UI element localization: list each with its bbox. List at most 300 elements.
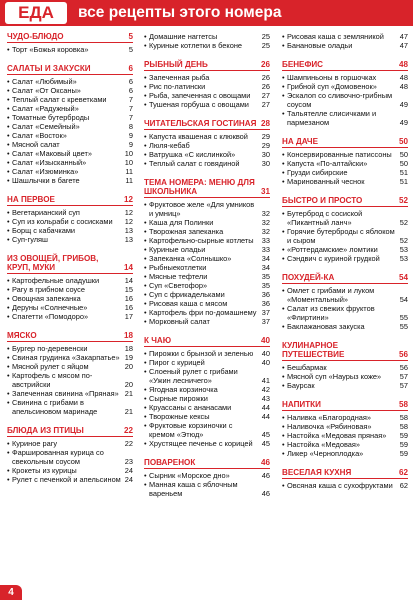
recipe-title: • Теплый салат с креветками — [7, 95, 111, 104]
recipe-title: • Ягодная корзиночка — [144, 385, 222, 394]
recipe-title: • Омлет с грибами и луком «Моментальный» — [282, 286, 400, 304]
recipe-page: 33 — [261, 236, 270, 245]
recipe-page: 21 — [124, 389, 133, 398]
recipe-entry — [7, 140, 133, 149]
section-title: РЫБНЫЙ ДЕНЬ — [144, 60, 208, 69]
recipe-page: 57 — [399, 372, 408, 381]
recipe-entry — [144, 159, 270, 168]
recipe-entry — [144, 82, 270, 91]
recipe-list — [282, 209, 408, 263]
recipe-entry — [282, 245, 408, 254]
recipe-page: 40 — [261, 349, 270, 358]
recipe-page: 59 — [399, 440, 408, 449]
recipe-title: • Тушеная горбуша с овощами — [144, 100, 253, 109]
recipe-title: • Суп с фрикадельками — [144, 290, 229, 299]
recipe-page: 41 — [261, 376, 270, 385]
recipe-entry — [282, 254, 408, 263]
recipe-entry — [7, 122, 133, 131]
recipe-page: 51 — [399, 177, 408, 186]
recipe-entry — [144, 412, 270, 421]
recipe-entry — [144, 439, 270, 448]
recipe-page: 53 — [399, 254, 408, 263]
recipe-page: 62 — [399, 481, 408, 490]
recipe-entry — [7, 158, 133, 167]
recipe-list — [282, 413, 408, 458]
recipe-list — [282, 73, 408, 127]
recipe-title: • Спагетти «Помодоро» — [7, 312, 92, 321]
recipe-title: • Мясной суп «Наурыз коже» — [282, 372, 385, 381]
recipe-title: • Запеченная рыба — [144, 73, 213, 82]
recipe-entry — [7, 389, 133, 398]
recipe-entry — [282, 168, 408, 177]
recipe-title: • Ватрушка «С кислинкой» — [144, 150, 239, 159]
recipe-title: • Крокеты из курицы — [7, 466, 81, 475]
recipe-entry — [282, 304, 408, 322]
recipe-page: 59 — [399, 449, 408, 458]
section-page: 31 — [260, 187, 270, 196]
recipe-entry — [7, 235, 133, 244]
toc-column-3 — [282, 32, 408, 490]
recipe-page: 55 — [399, 313, 408, 322]
section-page: 28 — [260, 119, 270, 128]
page-header — [0, 0, 413, 26]
recipe-entry — [7, 149, 133, 158]
recipe-title: • Картофель фри по-домашнему — [144, 308, 260, 317]
recipe-page: 21 — [124, 407, 133, 416]
section-heading — [144, 458, 270, 469]
recipe-entry — [7, 208, 133, 217]
recipe-title: • Морковный салат — [144, 317, 214, 326]
recipe-page: 34 — [261, 263, 270, 272]
recipe-list — [144, 73, 270, 109]
recipe-title: • Куриные оладьи — [144, 245, 209, 254]
recipe-entry — [144, 272, 270, 281]
recipe-entry — [7, 303, 133, 312]
section-page: 40 — [260, 336, 270, 345]
recipe-page: 48 — [399, 82, 408, 91]
recipe-title: • Бешбармак — [282, 363, 331, 372]
recipe-entry — [7, 217, 133, 226]
recipe-title: • Настойка «Медовая» — [282, 440, 364, 449]
section-heading — [282, 341, 408, 361]
recipe-title: • Салат «Изысканный» — [7, 158, 90, 167]
recipe-page: 32 — [261, 209, 270, 218]
recipe-entry — [7, 398, 133, 416]
recipe-page: 48 — [399, 73, 408, 82]
recipe-title: • Сэндвич с куриной грудкой — [282, 254, 384, 263]
section-page: 58 — [398, 400, 408, 409]
recipe-title: • Сырник «Морское дно» — [144, 471, 234, 480]
recipe-entry — [144, 150, 270, 159]
recipe-title: • Пирог с курицей — [144, 358, 209, 367]
recipe-entry — [144, 263, 270, 272]
recipe-list — [144, 471, 270, 498]
recipe-entry — [144, 132, 270, 141]
recipe-title: • Грузди сибирские — [282, 168, 352, 177]
recipe-page: 9 — [128, 140, 133, 149]
recipe-page: 30 — [261, 159, 270, 168]
recipe-entry — [144, 32, 270, 41]
page-number: 4 — [0, 585, 22, 600]
recipe-title: • Вегетарианский суп — [7, 208, 84, 217]
section-page: 18 — [123, 331, 133, 340]
recipe-page: 35 — [261, 281, 270, 290]
recipe-title: • Борщ с кабачками — [7, 226, 79, 235]
recipe-entry — [282, 363, 408, 372]
recipe-page: 29 — [261, 141, 270, 150]
recipe-entry — [7, 371, 133, 389]
recipe-page: 50 — [399, 159, 408, 168]
recipe-page: 49 — [399, 118, 408, 127]
recipe-page: 55 — [399, 322, 408, 331]
recipe-title: • Капуста квашеная с клюквой — [144, 132, 252, 141]
recipe-title: • Рыба, запеченная с овощами — [144, 91, 254, 100]
recipe-entry — [7, 353, 133, 362]
recipe-page: 45 — [261, 439, 270, 448]
recipe-entry — [7, 226, 133, 235]
recipe-entry — [7, 86, 133, 95]
recipe-page: 18 — [124, 344, 133, 353]
recipe-title: • Суп «Светофор» — [144, 281, 211, 290]
recipe-entry — [282, 150, 408, 159]
recipe-list — [7, 344, 133, 416]
section-page: 52 — [398, 196, 408, 205]
recipe-title: • Рисовая каша с мясом — [144, 299, 231, 308]
recipe-entry — [7, 448, 133, 466]
recipe-title: • Грибной суп «Домовенок» — [282, 82, 381, 91]
recipe-entry — [7, 104, 133, 113]
recipe-title: • Слоеный рулет с грибами «Ужин лесничего» — [144, 367, 262, 385]
recipe-title: • Суп из кольраби с сосисками — [7, 217, 117, 226]
recipe-entry — [7, 176, 133, 185]
recipe-page: 37 — [261, 308, 270, 317]
recipe-page: 50 — [399, 150, 408, 159]
recipe-page: 53 — [399, 245, 408, 254]
recipe-entry — [282, 440, 408, 449]
section-page: 6 — [128, 64, 133, 73]
recipe-entry — [7, 294, 133, 303]
recipe-page: 14 — [124, 276, 133, 285]
section-heading — [7, 32, 133, 43]
recipe-list — [282, 32, 408, 50]
section-heading — [282, 196, 408, 207]
section-page: 12 — [123, 195, 133, 204]
recipe-title: • Баурсак — [282, 381, 319, 390]
recipe-entry — [144, 100, 270, 109]
section-heading — [7, 331, 133, 342]
recipe-title: • Наливочка «Рябиновая» — [282, 422, 376, 431]
magazine-logo: ЕДА — [5, 2, 67, 24]
recipe-entry — [144, 245, 270, 254]
recipe-page: 6 — [128, 86, 133, 95]
recipe-title: • Хрустящее печенье с корицей — [144, 439, 257, 448]
section-heading — [282, 137, 408, 148]
recipe-entry — [144, 308, 270, 317]
recipe-list — [144, 32, 270, 50]
recipe-entry — [144, 480, 270, 498]
recipe-entry — [7, 439, 133, 448]
recipe-entry — [282, 209, 408, 227]
recipe-entry — [7, 466, 133, 475]
recipe-title: • Фруктовое желе «Для умников и умниц» — [144, 200, 262, 218]
recipe-page: 22 — [124, 439, 133, 448]
recipe-title: • Шашлычки в багете — [7, 176, 84, 185]
recipe-page: 5 — [128, 45, 133, 54]
recipe-list — [144, 132, 270, 168]
recipe-entry — [144, 471, 270, 480]
recipe-title: • Наливка «Благородная» — [282, 413, 375, 422]
recipe-entry — [282, 431, 408, 440]
recipe-entry — [7, 276, 133, 285]
recipe-list — [282, 286, 408, 331]
recipe-page: 19 — [124, 353, 133, 362]
recipe-title: • Салат из свежих фруктов «Флиртини» — [282, 304, 400, 322]
recipe-entry — [282, 322, 408, 331]
recipe-page: 29 — [261, 132, 270, 141]
recipe-page: 11 — [125, 176, 133, 185]
recipe-title: • Картофельные оладушки — [7, 276, 103, 285]
toc-column-2 — [144, 32, 270, 498]
recipe-entry — [282, 449, 408, 458]
recipe-title: • Баклажановая закуска — [282, 322, 369, 331]
recipe-title: • Пирожки с брынзой и зеленью — [144, 349, 257, 358]
recipe-title: • Деруны «Солнечные» — [7, 303, 91, 312]
recipe-page: 44 — [261, 412, 270, 421]
recipe-title: • Горячие бутерброды с яблоком и сыром — [282, 227, 400, 245]
recipe-page: 58 — [399, 413, 408, 422]
section-title: НАПИТКИ — [282, 400, 321, 409]
recipe-title: • Свинина с грибами в апельсиновом маринаде — [7, 398, 125, 416]
recipe-title: • Суп-гуляш — [7, 235, 52, 244]
recipe-entry — [7, 362, 133, 371]
section-page: 5 — [128, 32, 133, 41]
recipe-page: 30 — [261, 150, 270, 159]
section-page: 56 — [398, 350, 408, 359]
recipe-title: • Каша для Полинки — [144, 218, 217, 227]
recipe-title: • Маринованный чеснок — [282, 177, 368, 186]
recipe-page: 44 — [261, 403, 270, 412]
recipe-page: 7 — [128, 95, 133, 104]
recipe-entry — [282, 227, 408, 245]
recipe-page: 47 — [399, 41, 408, 50]
section-heading — [282, 60, 408, 71]
recipe-page: 54 — [399, 295, 408, 304]
section-heading — [144, 336, 270, 347]
recipe-page: 51 — [399, 168, 408, 177]
section-title: МЯСКО — [7, 331, 37, 340]
recipe-page: 7 — [128, 113, 133, 122]
recipe-list — [144, 349, 270, 448]
section-title: НА ПЕРВОЕ — [7, 195, 55, 204]
recipe-page: 24 — [124, 475, 133, 484]
recipe-title: • Картофельно-сырные котлеты — [144, 236, 258, 245]
recipe-entry — [282, 82, 408, 91]
recipe-list — [7, 208, 133, 244]
section-page: 48 — [398, 60, 408, 69]
section-title: ПОХУДЕЙ-КА — [282, 273, 335, 282]
recipe-entry — [144, 421, 270, 439]
recipe-title: • Куриное рагу — [7, 439, 61, 448]
recipe-title: • Капуста «По-алтайски» — [282, 159, 371, 168]
recipe-page: 35 — [261, 272, 270, 281]
recipe-entry — [144, 281, 270, 290]
recipe-entry — [7, 344, 133, 353]
recipe-entry — [282, 481, 408, 490]
recipe-entry — [282, 41, 408, 50]
recipe-title: • Тальятелле слисичками и пармезаном — [282, 109, 400, 127]
page-title: все рецепты этого номера — [78, 4, 282, 21]
recipe-title: • Ликер «Черноплодка» — [282, 449, 367, 458]
recipe-page: 45 — [261, 430, 270, 439]
recipe-title: • Салат «Любимый» — [7, 77, 81, 86]
recipe-page: 34 — [261, 254, 270, 263]
recipe-page: 46 — [261, 489, 270, 498]
recipe-page: 10 — [124, 149, 133, 158]
recipe-title: • Домашние наггетсы — [144, 32, 221, 41]
recipe-title: • Мясной рулет с яйцом — [7, 362, 93, 371]
recipe-title: • Манная каша с яблочным вареньем — [144, 480, 262, 498]
recipe-page: 36 — [261, 299, 270, 308]
recipe-page: 20 — [124, 380, 133, 389]
recipe-entry — [282, 32, 408, 41]
recipe-title: • Фаршированная курица со свекольным соусом — [7, 448, 125, 466]
recipe-title: • «Роттердамские» ломтики — [282, 245, 382, 254]
recipe-entry — [7, 285, 133, 294]
recipe-entry — [282, 286, 408, 304]
recipe-title: • Овощная запеканка — [7, 294, 85, 303]
recipe-page: 15 — [124, 285, 133, 294]
recipe-title: • Бургер по-деревенски — [7, 344, 92, 353]
recipe-list — [7, 77, 133, 185]
recipe-list — [282, 481, 408, 490]
recipe-page: 52 — [399, 236, 408, 245]
section-heading — [7, 64, 133, 75]
recipe-title: • Теплый салат с говядиной — [144, 159, 244, 168]
recipe-page: 36 — [261, 290, 270, 299]
section-heading — [144, 60, 270, 71]
recipe-list — [7, 439, 133, 484]
recipe-page: 16 — [124, 303, 133, 312]
recipe-page: 12 — [124, 208, 133, 217]
recipe-title: • Консервированные патиссоны — [282, 150, 396, 159]
recipe-entry — [7, 475, 133, 484]
section-page: 50 — [398, 137, 408, 146]
recipe-page: 9 — [128, 131, 133, 140]
section-title: БЕНЕФИС — [282, 60, 324, 69]
recipe-entry — [144, 394, 270, 403]
section-page: 22 — [123, 426, 133, 435]
recipe-title: • Салат «Семейный» — [7, 122, 84, 131]
recipe-page: 17 — [124, 312, 133, 321]
section-page: 54 — [398, 273, 408, 282]
recipe-list — [144, 200, 270, 326]
recipe-title: • Торт «Божья коровка» — [7, 45, 92, 54]
recipe-page: 59 — [399, 431, 408, 440]
section-title: ПОВАРЕНОК — [144, 458, 196, 467]
recipe-title: • Запеченная свинина «Пряная» — [7, 389, 123, 398]
section-title: БЫСТРО И ПРОСТО — [282, 196, 363, 205]
recipe-page: 32 — [261, 218, 270, 227]
recipe-page: 40 — [261, 358, 270, 367]
section-heading — [7, 254, 133, 274]
recipe-title: • Банановые оладьи — [282, 41, 356, 50]
recipe-list — [282, 150, 408, 186]
recipe-list — [7, 45, 133, 54]
recipe-title: • Мясные тефтели — [144, 272, 211, 281]
section-heading — [7, 426, 133, 437]
recipe-entry — [144, 200, 270, 218]
recipe-title: • Свиная грудинка «Закарпатье» — [7, 353, 124, 362]
section-title: ТЕМА НОМЕРА: МЕНЮ ДЛЯ ШКОЛЬНИКА — [144, 178, 255, 196]
recipe-entry — [282, 73, 408, 82]
recipe-title: • Мясной салат — [7, 140, 64, 149]
recipe-title: • Рис по-латински — [144, 82, 209, 91]
recipe-title: • Салат «Маковый цвет» — [7, 149, 96, 158]
recipe-title: • Салат «Радужный» — [7, 104, 83, 113]
section-heading — [7, 195, 133, 206]
recipe-page: 6 — [128, 77, 133, 86]
recipe-entry — [144, 141, 270, 150]
section-heading — [144, 178, 270, 198]
recipe-title: • Бутерброд с сосиской «Пикантный ланч» — [282, 209, 400, 227]
section-heading — [282, 400, 408, 411]
section-title: БЛЮДА ИЗ ПТИЦЫ — [7, 426, 84, 435]
recipe-page: 13 — [124, 235, 133, 244]
recipe-page: 46 — [261, 471, 270, 480]
section-title: САЛАТЫ И ЗАКУСКИ — [7, 64, 91, 73]
recipe-title: • Томатные бутерброды — [7, 113, 93, 122]
recipe-list — [7, 276, 133, 321]
recipe-page: 8 — [128, 122, 133, 131]
recipe-page: 43 — [261, 394, 270, 403]
recipe-title: • Салат «От Оксаны» — [7, 86, 85, 95]
recipe-title: • Салат «Восток» — [7, 131, 71, 140]
recipe-page: 25 — [261, 41, 270, 50]
recipe-title: • Картофель с мясом по-австрийски — [7, 371, 125, 389]
section-title: КУЛИНАРНОЕ ПУТЕШЕСТВИЕ — [282, 341, 345, 359]
recipe-entry — [7, 312, 133, 321]
recipe-entry — [144, 290, 270, 299]
section-page: 46 — [260, 458, 270, 467]
recipe-title: • Запеканка «Солнышко» — [144, 254, 235, 263]
recipe-page: 20 — [124, 362, 133, 371]
section-title: ЧИТАТЕЛЬСКАЯ ГОСТИНАЯ — [144, 119, 257, 128]
recipe-page: 27 — [261, 100, 270, 109]
section-title: ИЗ ОВОЩЕЙ, ГРИБОВ, КРУП, МУКИ — [7, 254, 99, 272]
recipe-entry — [282, 413, 408, 422]
recipe-page: 47 — [399, 32, 408, 41]
section-heading — [144, 119, 270, 130]
recipe-page: 37 — [261, 317, 270, 326]
recipe-entry — [7, 167, 133, 176]
recipe-entry — [144, 227, 270, 236]
section-title: НА ДАЧЕ — [282, 137, 319, 146]
recipe-list — [282, 363, 408, 390]
section-page: 62 — [398, 468, 408, 477]
recipe-entry — [7, 95, 133, 104]
recipe-entry — [144, 236, 270, 245]
recipe-entry — [282, 381, 408, 390]
recipe-page: 52 — [399, 218, 408, 227]
recipe-entry — [144, 218, 270, 227]
recipe-page: 13 — [124, 226, 133, 235]
recipe-entry — [144, 91, 270, 100]
section-heading — [282, 273, 408, 284]
recipe-page: 26 — [261, 73, 270, 82]
recipe-entry — [282, 91, 408, 109]
section-title: ЧУДО-БЛЮДО — [7, 32, 64, 41]
recipe-title: • Рулет с печенкой и апельсином — [7, 475, 125, 484]
